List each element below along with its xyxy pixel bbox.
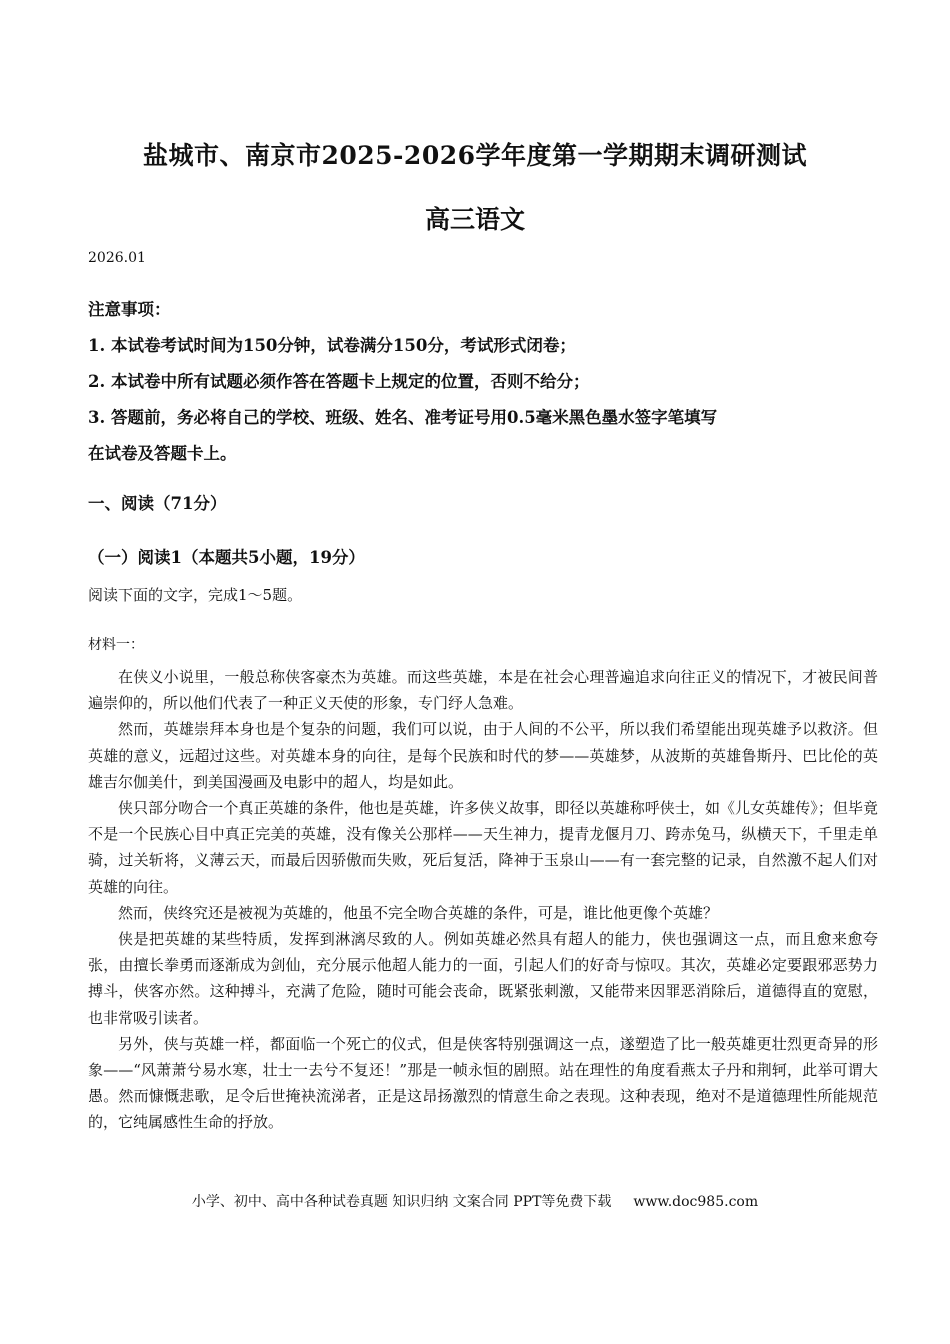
section-title: 一、阅读（71分） [88,494,227,513]
subsection-title: （一）阅读1（本题共5小题，19分） [88,548,365,567]
passage-paragraph: 然而，侠终究还是被视为英雄的，他虽不完全吻合英雄的条件，可是，谁比他更像个英雄？ [118,903,719,922]
page-footer [0,1191,950,1211]
passage-paragraph: 然而，英雄崇拜本身也是个复杂的问题，我们可以说，由于人间的不公平，所以我们希望能出现英雄予以救济。但英雄的意义，远超过这些。对英雄本身的向往，是每个民族和时代的梦——英雄梦，从波斯的英雄鲁斯丹、巴比伦的英雄吉尔伽美什，到美国漫画及电影中的超人，均是如此。 [88,720,878,791]
material-label: 材料一： [88,637,144,653]
note-item-3-continued: 在试卷及答题卡上。 [88,444,237,463]
note-item-2: 2. 本试卷中所有试题必须作答在答题卡上规定的位置，否则不给分； [88,372,590,391]
note-item-3: 3. 答题前，务必将自己的学校、班级、姓名、准考证号用0.5毫米黑色墨水签字笔填写 [88,408,718,427]
passage-paragraph: 另外，侠与英雄一样，都面临一个死亡的仪式，但是侠客特别强调这一点，遂塑造了比一般英雄更壮烈更奇异的形象——“风萧萧兮易水寒，壮士一去兮不复还！”那是一帧永恒的剧照。站在理性的角度看燕太子丹和荆轲，此举可谓大愚。然而慷慨悲歌，足令后世掩袂流涕者，正是这昂扬激烈的情意生命之表现。这种表现，绝对不是道德理性所能规范的，它纯属感性生命的抒放。 [88,1034,878,1132]
exam-subject: 高三语文 [424,205,525,234]
footer-site-link[interactable]: www.doc985.com [633,1194,759,1210]
passage-paragraph: 侠只部分吻合一个真正英雄的条件，他也是英雄，许多侠义故事，即径以英雄称呼侠士，如《儿女英雄传》；但毕竟不是一个民族心目中真正完美的英雄，没有像关公那样——天生神力，提青龙偃月刀、跨赤兔马，纵横天下，千里走单骑，过关斩将，义薄云天，而最后因骄傲而失败，死后复活，降神于玉泉山——有一套完整的记录，自然激不起人们对英雄的向往。 [88,799,878,896]
footer-text: 小学、初中、高中各种试卷真题 知识归纳 文案合同 PPT等免费下载 [191,1194,612,1210]
notes-heading: 注意事项： [88,300,171,319]
passage-paragraph: 在侠义小说里，一般总称侠客豪杰为英雄。而这些英雄，本是在社会心理普遍追求向往正义的情况下，才被民间普遍崇仰的，所以他们代表了一种正义天使的形象，专门纾人急难。 [88,668,878,713]
passage-paragraph: 侠是把英雄的某些特质，发挥到淋漓尽致的人。例如英雄必然具有超人的能力，侠也强调这一点，而且愈来愈夸张，由擅长拳勇而逐渐成为剑仙，充分展示他超人能力的一面，引起人们的好奇与惊叹。其次，英雄必定要跟邪恶势力搏斗，侠客亦然。这种搏斗，充满了危险，随时可能会丧命，既紧张刺激，又能带来因罪恶消除后，道德得直的宽慰，也非常吸引读者。 [88,930,878,1027]
passage-body [88,664,878,1136]
exam-title: 盐城市、南京市2025-2026学年度第一学期期末调研测试 [142,141,808,170]
note-item-1: 1. 本试卷考试时间为150分钟，试卷满分150分，考试形式闭卷； [88,336,576,355]
reading-instruction: 阅读下面的文字，完成1～5题。 [88,586,303,604]
notes-block [88,296,868,474]
exam-date: 2026.01 [88,250,146,266]
